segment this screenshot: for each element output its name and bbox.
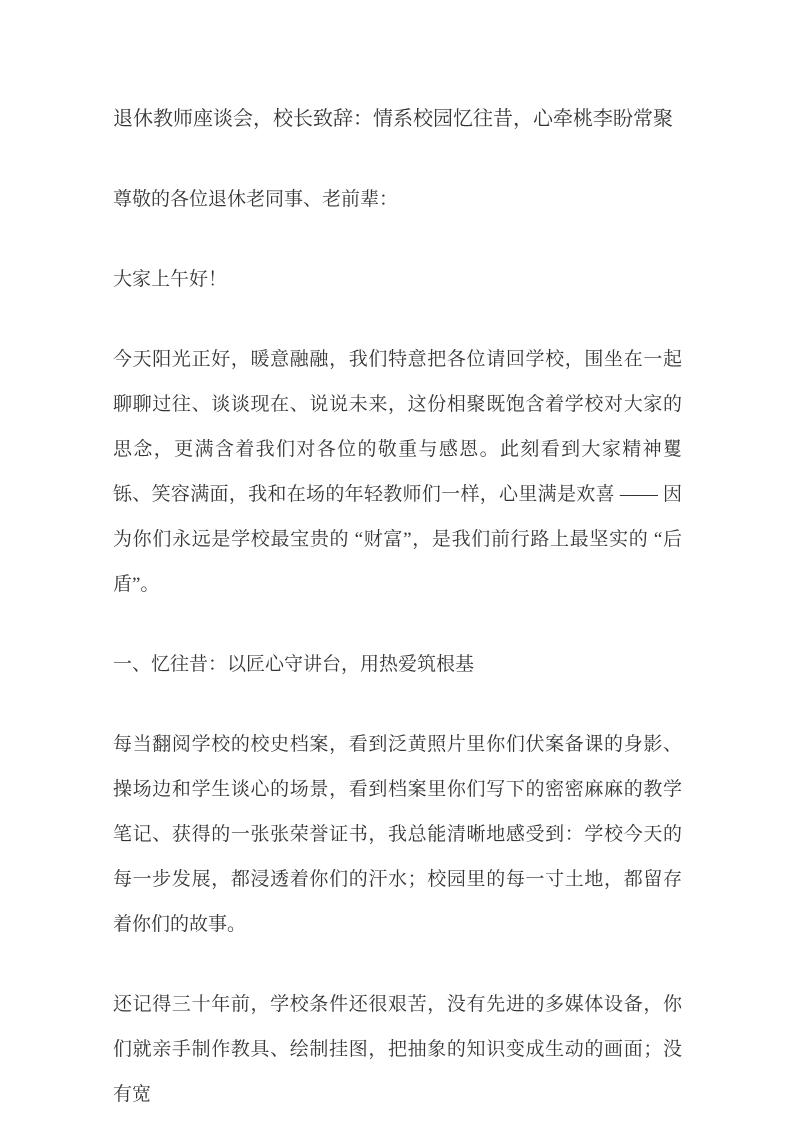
paragraph-archives: 每当翻阅学校的校史档案，看到泛黄照片里你们伏案备课的身影、操场边和学生谈心的场景，看到档案里你们写下的密密麻麻的教学笔记、获得的一张张荣誉证书，我总能清晰地感受到：学校今天的每一步发展，都浸透着你们的汗水；校园里的每一寸土地，都留存着你们的故事。 [113, 734, 682, 935]
greeting-line: 大家上午好！ [113, 269, 228, 290]
document-title: 退休教师座谈会，校长致辞：情系校园忆往昔，心牵桃李盼常聚 [113, 108, 673, 130]
paragraph-opening: 今天阳光正好，暖意融融，我们特意把各位请回学校，围坐在一起聊聊过往、谈谈现在、说说未来，这份相聚既饱含着学校对大家的思念，更满含着我们对各位的敬重与感恩。此刻看到大家精神矍铄、笑容满面，我和在场的年轻教师们一样，心里满是欢喜 —— 因为你们永远是学校最宝贵的 “财富”，是我们前行路上最坚实的 “后盾”。 [113, 349, 682, 595]
paragraph-thirty-years: 还记得三十年前，学校条件还很艰苦，没有先进的多媒体设备，你们就亲手制作教具、绘制挂图，把抽象的知识变成生动的画面；没有宽 [113, 994, 682, 1105]
section-heading-1: 一、忆往昔：以匠心守讲台，用热爱筑根基 [113, 654, 475, 675]
salutation-line: 尊敬的各位退休老同事、老前辈： [113, 189, 399, 210]
